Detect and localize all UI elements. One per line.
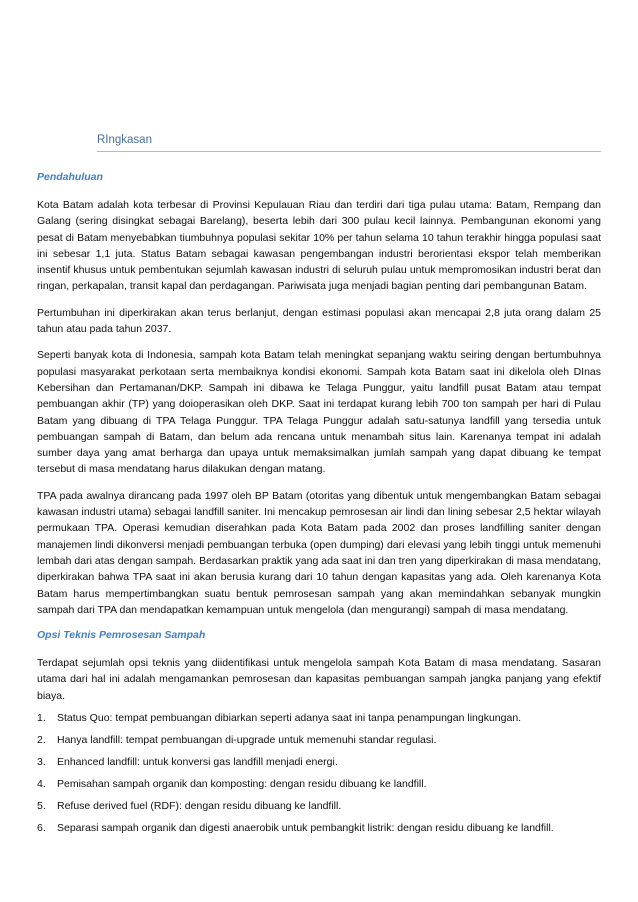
list-number: 6. xyxy=(37,822,46,835)
paragraph: Kota Batam adalah kota terbesar di Provinsi Kepulauan Riau dan terdiri dari tiga pulau utama: Batam, Rempang dan Galang (sering disingkat sebagai Barelang), beserta lebih dari 300 pulau kecil lainnya. Pembangunan ekonomi yang pesat di Batam menyebabkan tiumbuhnya populasi sekitar 10% per tahun selama 10 tahun terakhir hingga populasi saat ini sebesar 1,1 juta. Status Batam sebagai kawasan pengembangan industri berorientasi ekspor telah memberikan insentif khusus untuk pembentukan sejumlah kawasan industri di seluruh pulau untuk mempromosikan industri berat dan ringan, perkapalan, transit kapal dan perdagangan. Pariwisata juga menjadi bagian penting dari pembangunan Batam. xyxy=(37,199,601,293)
list-text: Pemisahan sampah organik dan komposting: dengan residu dibuang ke landfill. xyxy=(57,778,427,791)
list-number: 3. xyxy=(37,756,46,769)
list-text: Status Quo: tempat pembuangan dibiarkan seperti adanya saat ini tanpa penampungan lingkungan. xyxy=(57,712,522,725)
list-item xyxy=(37,798,601,814)
list-item xyxy=(37,710,601,726)
paragraph: TPA pada awalnya dirancang pada 1997 oleh BP Batam (otoritas yang dibentuk untuk mengembangkan Batam sebagai kawasan industri utama) sebagai landfill saniter. Ini mencakup pemrosesan air lindi dan lining sebesar 2,5 hektar wilayah permukaan TPA. Operasi kemudian diserahkan pada Kota Batam pada 2002 dan proses landfilling saniter dengan manajemen lindi dikonversi menjadi pembuangan terbuka (open dumping) dari elevasi yang lebih tinggi untuk memenuhi lembah dari atas dengan sampah. Berdasarkan praktik yang ada saat ini dan tren yang diperkirakan di masa mendatang, diperkirakan bahwa TPA saat ini akan berusia kurang dari 10 tahun dengan kapasitas yang ada. Oleh karenanya Kota Batam harus mempertimbangkan suatu bentuk pemrosesan sampah yang akan memindahkan sebanyak mungkin sampah dari TPA dan mendapatkan kemampuan untuk mengelola (dan mengurangi) sampah di masa mendatang. xyxy=(37,489,601,616)
document-heading: RIngkasan xyxy=(97,134,152,146)
section-title-pendahuluan: Pendahuluan xyxy=(37,171,103,183)
list-text: Enhanced landfill: untuk konversi gas landfill menjadi energi. xyxy=(57,756,338,769)
paragraph: Seperti banyak kota di Indonesia, sampah kota Batam telah meningkat sepanjang waktu seiring dengan bertumbuhnya populasi masyarakat perkotaan serta membaiknya kondisi ekonomi. Sampah kota Batam saat ini dikelola oleh DInas Kebersihan dan Pertamanan/DKP. Sampah ini dibawa ke Telaga Punggur, yaitu landfill pusat Batam atau tempat pembuangan akhir (TP) yang doioperasikan oleh DKP. Saat ini terdapat kurang lebih 700 ton sampah per hari di Pulau Batam yang dibuang di TPA Telaga Punggur. TPA Telaga Punggur adalah satu-satunya landfill yang tersedia untuk pembuangan sampah di Batam, dan belum ada rencana untuk menambah situs lain. Karenanya tempat ini adalah sumber daya yang amat berharga dan upaya untuk memaksimalkan jumlah sampah yang dapat dibuang ke tempat tersebut di masa mendatang harus dilakukan dengan matang. xyxy=(37,349,601,476)
options-list xyxy=(37,710,601,837)
list-number: 5. xyxy=(37,800,46,813)
list-text: Separasi sampah organik dan digesti anaerobik untuk pembangkit listrik: dengan residu dibuang ke landfill. xyxy=(57,822,554,835)
section-title-opsi-teknis: Opsi Teknis Pemrosesan Sampah xyxy=(37,629,206,642)
list-item xyxy=(37,754,601,770)
list-item xyxy=(37,820,601,836)
paragraph: Terdapat sejumlah opsi teknis yang diidentifikasi untuk mengelola sampah Kota Batam di masa mendatang. Sasaran utama dari hal ini adalah mengamankan pemrosesan dan kapasitas pembuangan sampah jangka panjang yang efektif biaya. xyxy=(37,657,601,702)
list-item xyxy=(37,732,601,748)
document-page xyxy=(37,0,601,902)
list-text: Hanya landfill: tempat pembuangan di-upgrade untuk memenuhi standar regulasi. xyxy=(57,734,437,747)
paragraph: Pertumbuhan ini diperkirakan akan terus berlanjut, dengan estimasi populasi akan mencapai 2,8 juta orang dalam 25 tahun atau pada tahun 2037. xyxy=(37,306,601,336)
list-number: 1. xyxy=(37,712,46,725)
list-text: Refuse derived fuel (RDF): dengan residu dibuang ke landfill. xyxy=(57,800,342,813)
list-item xyxy=(37,776,601,792)
list-number: 4. xyxy=(37,778,46,791)
document-body xyxy=(37,170,601,843)
list-number: 2. xyxy=(37,734,46,747)
heading-divider xyxy=(97,151,601,152)
